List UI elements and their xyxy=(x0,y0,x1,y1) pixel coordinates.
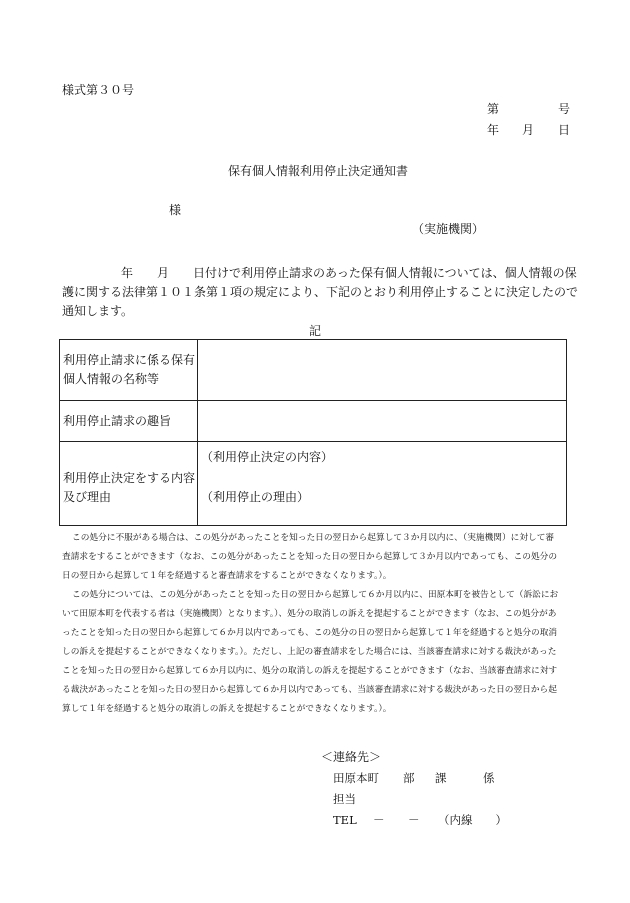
row3-content-decision: （利用停止決定の内容） xyxy=(201,450,334,464)
contact-section: 課 xyxy=(435,771,447,785)
row1-label-line-2: 個人情報の名称等 xyxy=(63,372,160,386)
document-number-suffix: 号 xyxy=(558,102,571,116)
contact-tel-separator: － xyxy=(408,813,420,827)
contact-tel-extension: （内線 ） xyxy=(438,813,507,827)
table-row-divider xyxy=(60,441,566,442)
table-row-divider xyxy=(60,400,566,401)
document-title: 保有個人情報利用停止決定通知書 xyxy=(228,164,409,178)
note-1-line-3: 日の翌日から起算して１年を経過すると審査請求をすることができなくなります。）。 xyxy=(62,571,392,581)
contact-tel-label: TEL xyxy=(333,813,357,827)
table-column-divider xyxy=(197,340,198,525)
row3-label-line-1: 利用停止決定をする内容 xyxy=(63,471,196,485)
row3-label-line-2: 及び理由 xyxy=(63,490,112,504)
recipient-honorific: 様 xyxy=(169,203,182,217)
row3-content-reason: （利用停止の理由） xyxy=(201,490,310,504)
date-year-label: 年 xyxy=(487,123,500,137)
contact-department: 部 xyxy=(403,771,415,785)
contact-unit: 係 xyxy=(483,771,495,785)
document-number-label: 第 xyxy=(487,102,500,116)
note-1-line-1: この処分に不服がある場合は、この処分があったことを知った日の翌日から起算して３か月以内に、（実施機関）に対して審 xyxy=(72,533,555,543)
note-2-line-7: 算して１年を経過すると処分の取消しの訴えを提起することができなくなります。）。 xyxy=(62,704,392,714)
contact-person-label: 担当 xyxy=(333,792,356,806)
contact-organization: 田原本町 xyxy=(333,771,379,785)
note-1-line-2: 査請求をすることができます（なお、この処分があったことを知った日の翌日から起算して３か月以内であっても、この処分の xyxy=(62,552,558,562)
note-2-line-2: いて田原本町を代表する者は（実施機関）となります。）、処分の取消しの訴えを提起することができます（なお、この処分があ xyxy=(62,609,557,619)
form-number: 様式第３０号 xyxy=(62,83,135,97)
note-2-line-5: ことを知った日の翌日から起算して６か月以内に、処分の取消しの訴えを提起することができます（なお、当該審査請求に対す xyxy=(62,666,558,676)
note-2-line-4: しの訴えを提起することができなくなります。）。ただし、上記の審査請求をした場合には、当該審査請求に対する裁決があった xyxy=(62,647,557,657)
row1-label-line-1: 利用停止請求に係る保有 xyxy=(63,353,196,367)
contact-heading: ＜連絡先＞ xyxy=(321,750,382,764)
issuing-agency: （実施機関） xyxy=(412,222,485,236)
body-text-line-3: 通知します。 xyxy=(62,304,134,318)
date-day-label: 日 xyxy=(558,123,571,137)
note-2-line-6: る裁決があったことを知った日の翌日から起算して６か月以内であっても、当該審査請求に対する裁決があった日の翌日から起 xyxy=(62,685,557,695)
body-text-line-1: 年 月 日付けで利用停止請求のあった保有個人情報については、個人情報の保 xyxy=(121,266,577,280)
date-month-label: 月 xyxy=(522,123,535,137)
contact-tel-separator: － xyxy=(373,813,385,827)
decision-table xyxy=(59,339,567,526)
note-2-line-3: ったことを知った日の翌日から起算して６か月以内であっても、この処分の日の翌日から起算して１年を経過すると処分の取消 xyxy=(62,628,558,638)
body-text-line-2: 護に関する法律第１０１条第１項の規定により、下記のとおり利用停止することに決定したので xyxy=(62,285,579,299)
row2-label: 利用停止請求の趣旨 xyxy=(63,414,172,428)
ki-heading: 記 xyxy=(309,324,322,338)
note-2-line-1: この処分については、この処分があったことを知った日の翌日から起算して６か月以内に、田原本町を被告として（訴訟にお xyxy=(72,590,559,600)
